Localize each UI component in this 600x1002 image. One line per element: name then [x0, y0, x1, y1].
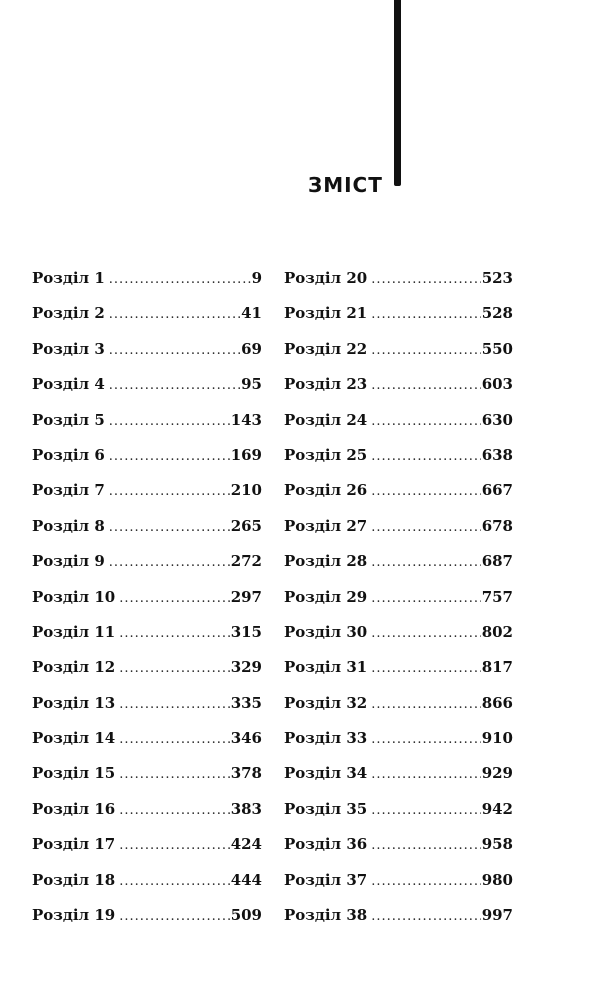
dot-leader: [371, 516, 480, 540]
chapter-label: Розділ 34: [284, 764, 368, 783]
dot-leader: [119, 587, 229, 611]
toc-entry: [32, 655, 262, 690]
dot-leader: [109, 445, 230, 469]
dot-leader: [371, 268, 480, 292]
dot-leader: [371, 587, 480, 611]
chapter-label: Розділ 25: [284, 445, 368, 464]
toc-entry: [32, 266, 262, 301]
chapter-label: Розділ 1: [32, 269, 105, 287]
dot-leader: [119, 799, 229, 823]
page-number: 528: [481, 304, 513, 323]
chapter-label: Розділ 16: [32, 799, 116, 818]
page-number: 942: [481, 799, 513, 818]
decorative-spine-bar: [394, 0, 401, 186]
page-number: 866: [481, 693, 513, 712]
dot-leader: [371, 445, 480, 469]
dot-leader: [371, 480, 480, 504]
dot-leader: [119, 905, 229, 929]
dot-leader: [371, 622, 480, 646]
chapter-label: Розділ 10: [32, 587, 116, 606]
page-number: 997: [481, 906, 513, 925]
toc-entry: [32, 585, 262, 620]
toc-entry: [32, 478, 262, 513]
chapter-label: Розділ 18: [32, 870, 116, 889]
page-number: 910: [481, 729, 513, 748]
page-number: 678: [481, 516, 513, 535]
page-number: 297: [230, 587, 262, 606]
toc-column-right: [284, 266, 513, 938]
dot-leader: [371, 905, 480, 929]
page-number: 41: [241, 304, 262, 323]
toc-entry: [284, 372, 513, 407]
toc-entry: [284, 408, 513, 443]
toc-entry: [284, 478, 513, 513]
page-number: 69: [241, 339, 262, 358]
chapter-label: Розділ 7: [32, 481, 105, 500]
chapter-label: Розділ 31: [284, 658, 368, 677]
page-number: 958: [481, 835, 513, 854]
toc-entry: [32, 337, 262, 372]
chapter-label: Розділ 14: [32, 729, 116, 748]
chapter-label: Розділ 20: [284, 269, 368, 287]
toc-entry: [284, 726, 513, 761]
toc-entry: [32, 443, 262, 478]
toc-entry: [32, 620, 262, 655]
toc-entry: [284, 549, 513, 584]
chapter-label: Розділ 11: [32, 622, 116, 641]
toc-entry: [32, 761, 262, 796]
dot-leader: [119, 870, 229, 894]
toc-entry: [32, 832, 262, 867]
dot-leader: [371, 763, 480, 787]
toc-entry: [284, 620, 513, 655]
page-number: 95: [241, 375, 262, 394]
chapter-label: Розділ 38: [284, 906, 368, 925]
dot-leader: [109, 410, 230, 434]
dot-leader: [371, 870, 480, 894]
toc-entry: [284, 797, 513, 832]
dot-leader: [371, 834, 480, 858]
chapter-label: Розділ 22: [284, 339, 368, 358]
toc-entry: [32, 408, 262, 443]
dot-leader: [109, 551, 230, 575]
page-number: 9: [251, 269, 262, 287]
toc-entry: [284, 868, 513, 903]
chapter-label: Розділ 6: [32, 445, 105, 464]
dot-leader: [119, 693, 229, 717]
dot-leader: [109, 516, 230, 540]
toc-entry: [32, 372, 262, 407]
page-number: 272: [230, 552, 262, 571]
toc-entry: [284, 266, 513, 301]
toc-entry: [284, 691, 513, 726]
page-number: 687: [481, 552, 513, 571]
dot-leader: [109, 374, 240, 398]
page-number: 346: [230, 729, 262, 748]
page-number: 630: [481, 410, 513, 429]
chapter-label: Розділ 28: [284, 552, 368, 571]
page-number: 424: [230, 835, 262, 854]
dot-leader: [371, 551, 480, 575]
chapter-label: Розділ 17: [32, 835, 116, 854]
chapter-label: Розділ 33: [284, 729, 368, 748]
dot-leader: [371, 303, 480, 327]
page-number: 603: [481, 375, 513, 394]
page-number: 383: [230, 799, 262, 818]
dot-leader: [109, 480, 230, 504]
toc-entry: [32, 868, 262, 903]
chapter-label: Розділ 37: [284, 870, 368, 889]
page-number: 378: [230, 764, 262, 783]
toc-entry: [284, 301, 513, 336]
dot-leader: [371, 339, 480, 363]
page-number: 802: [481, 622, 513, 641]
toc-column-left: [32, 266, 262, 938]
dot-leader: [371, 657, 480, 681]
chapter-label: Розділ 27: [284, 516, 368, 535]
page-number: 444: [230, 870, 262, 889]
chapter-label: Розділ 15: [32, 764, 116, 783]
chapter-label: Розділ 8: [32, 516, 105, 535]
toc-entry: [284, 761, 513, 796]
chapter-label: Розділ 13: [32, 693, 116, 712]
toc-entry: [284, 903, 513, 938]
chapter-label: Розділ 3: [32, 339, 105, 358]
toc-entry: [284, 443, 513, 478]
chapter-label: Розділ 2: [32, 304, 105, 323]
dot-leader: [119, 657, 229, 681]
toc-entry: [32, 301, 262, 336]
chapter-label: Розділ 12: [32, 658, 116, 677]
toc-entry: [32, 549, 262, 584]
chapter-label: Розділ 5: [32, 410, 105, 429]
page-number: 210: [230, 481, 262, 500]
page-number: 315: [230, 622, 262, 641]
dot-leader: [371, 728, 480, 752]
page-number: 509: [230, 906, 262, 925]
page-number: 929: [481, 764, 513, 783]
toc-entry: [284, 585, 513, 620]
page-number: 980: [481, 870, 513, 889]
page-number: 667: [481, 481, 513, 500]
dot-leader: [109, 339, 240, 363]
page-number: 757: [481, 587, 513, 606]
chapter-label: Розділ 26: [284, 481, 368, 500]
dot-leader: [371, 410, 480, 434]
chapter-label: Розділ 29: [284, 587, 368, 606]
toc-entry: [32, 726, 262, 761]
page-number: 329: [230, 658, 262, 677]
toc-entry: [32, 514, 262, 549]
dot-leader: [371, 693, 480, 717]
chapter-label: Розділ 19: [32, 906, 116, 925]
chapter-label: Розділ 24: [284, 410, 368, 429]
dot-leader: [119, 728, 229, 752]
chapter-label: Розділ 30: [284, 622, 368, 641]
chapter-label: Розділ 36: [284, 835, 368, 854]
toc-entry: [284, 832, 513, 867]
page-number: 550: [481, 339, 513, 358]
dot-leader: [119, 763, 229, 787]
page-title: ЗМІСТ: [308, 173, 383, 197]
toc-entry: [32, 691, 262, 726]
dot-leader: [371, 374, 480, 398]
dot-leader: [371, 799, 480, 823]
page-number: 265: [230, 516, 262, 535]
dot-leader: [109, 303, 240, 327]
chapter-label: Розділ 21: [284, 304, 368, 323]
toc-entry: [32, 903, 262, 938]
chapter-label: Розділ 23: [284, 375, 368, 394]
page-number: 638: [481, 445, 513, 464]
toc-entry: [32, 797, 262, 832]
toc-entry: [284, 337, 513, 372]
chapter-label: Розділ 9: [32, 552, 105, 571]
chapter-label: Розділ 32: [284, 693, 368, 712]
dot-leader: [109, 268, 251, 292]
page-number: 169: [230, 445, 262, 464]
dot-leader: [119, 834, 229, 858]
page-number: 817: [481, 658, 513, 677]
chapter-label: Розділ 4: [32, 375, 105, 394]
page-number: 143: [230, 410, 262, 429]
page-number: 523: [481, 269, 513, 287]
page-number: 335: [230, 693, 262, 712]
dot-leader: [119, 622, 229, 646]
toc-entry: [284, 655, 513, 690]
toc-entry: [284, 514, 513, 549]
chapter-label: Розділ 35: [284, 799, 368, 818]
